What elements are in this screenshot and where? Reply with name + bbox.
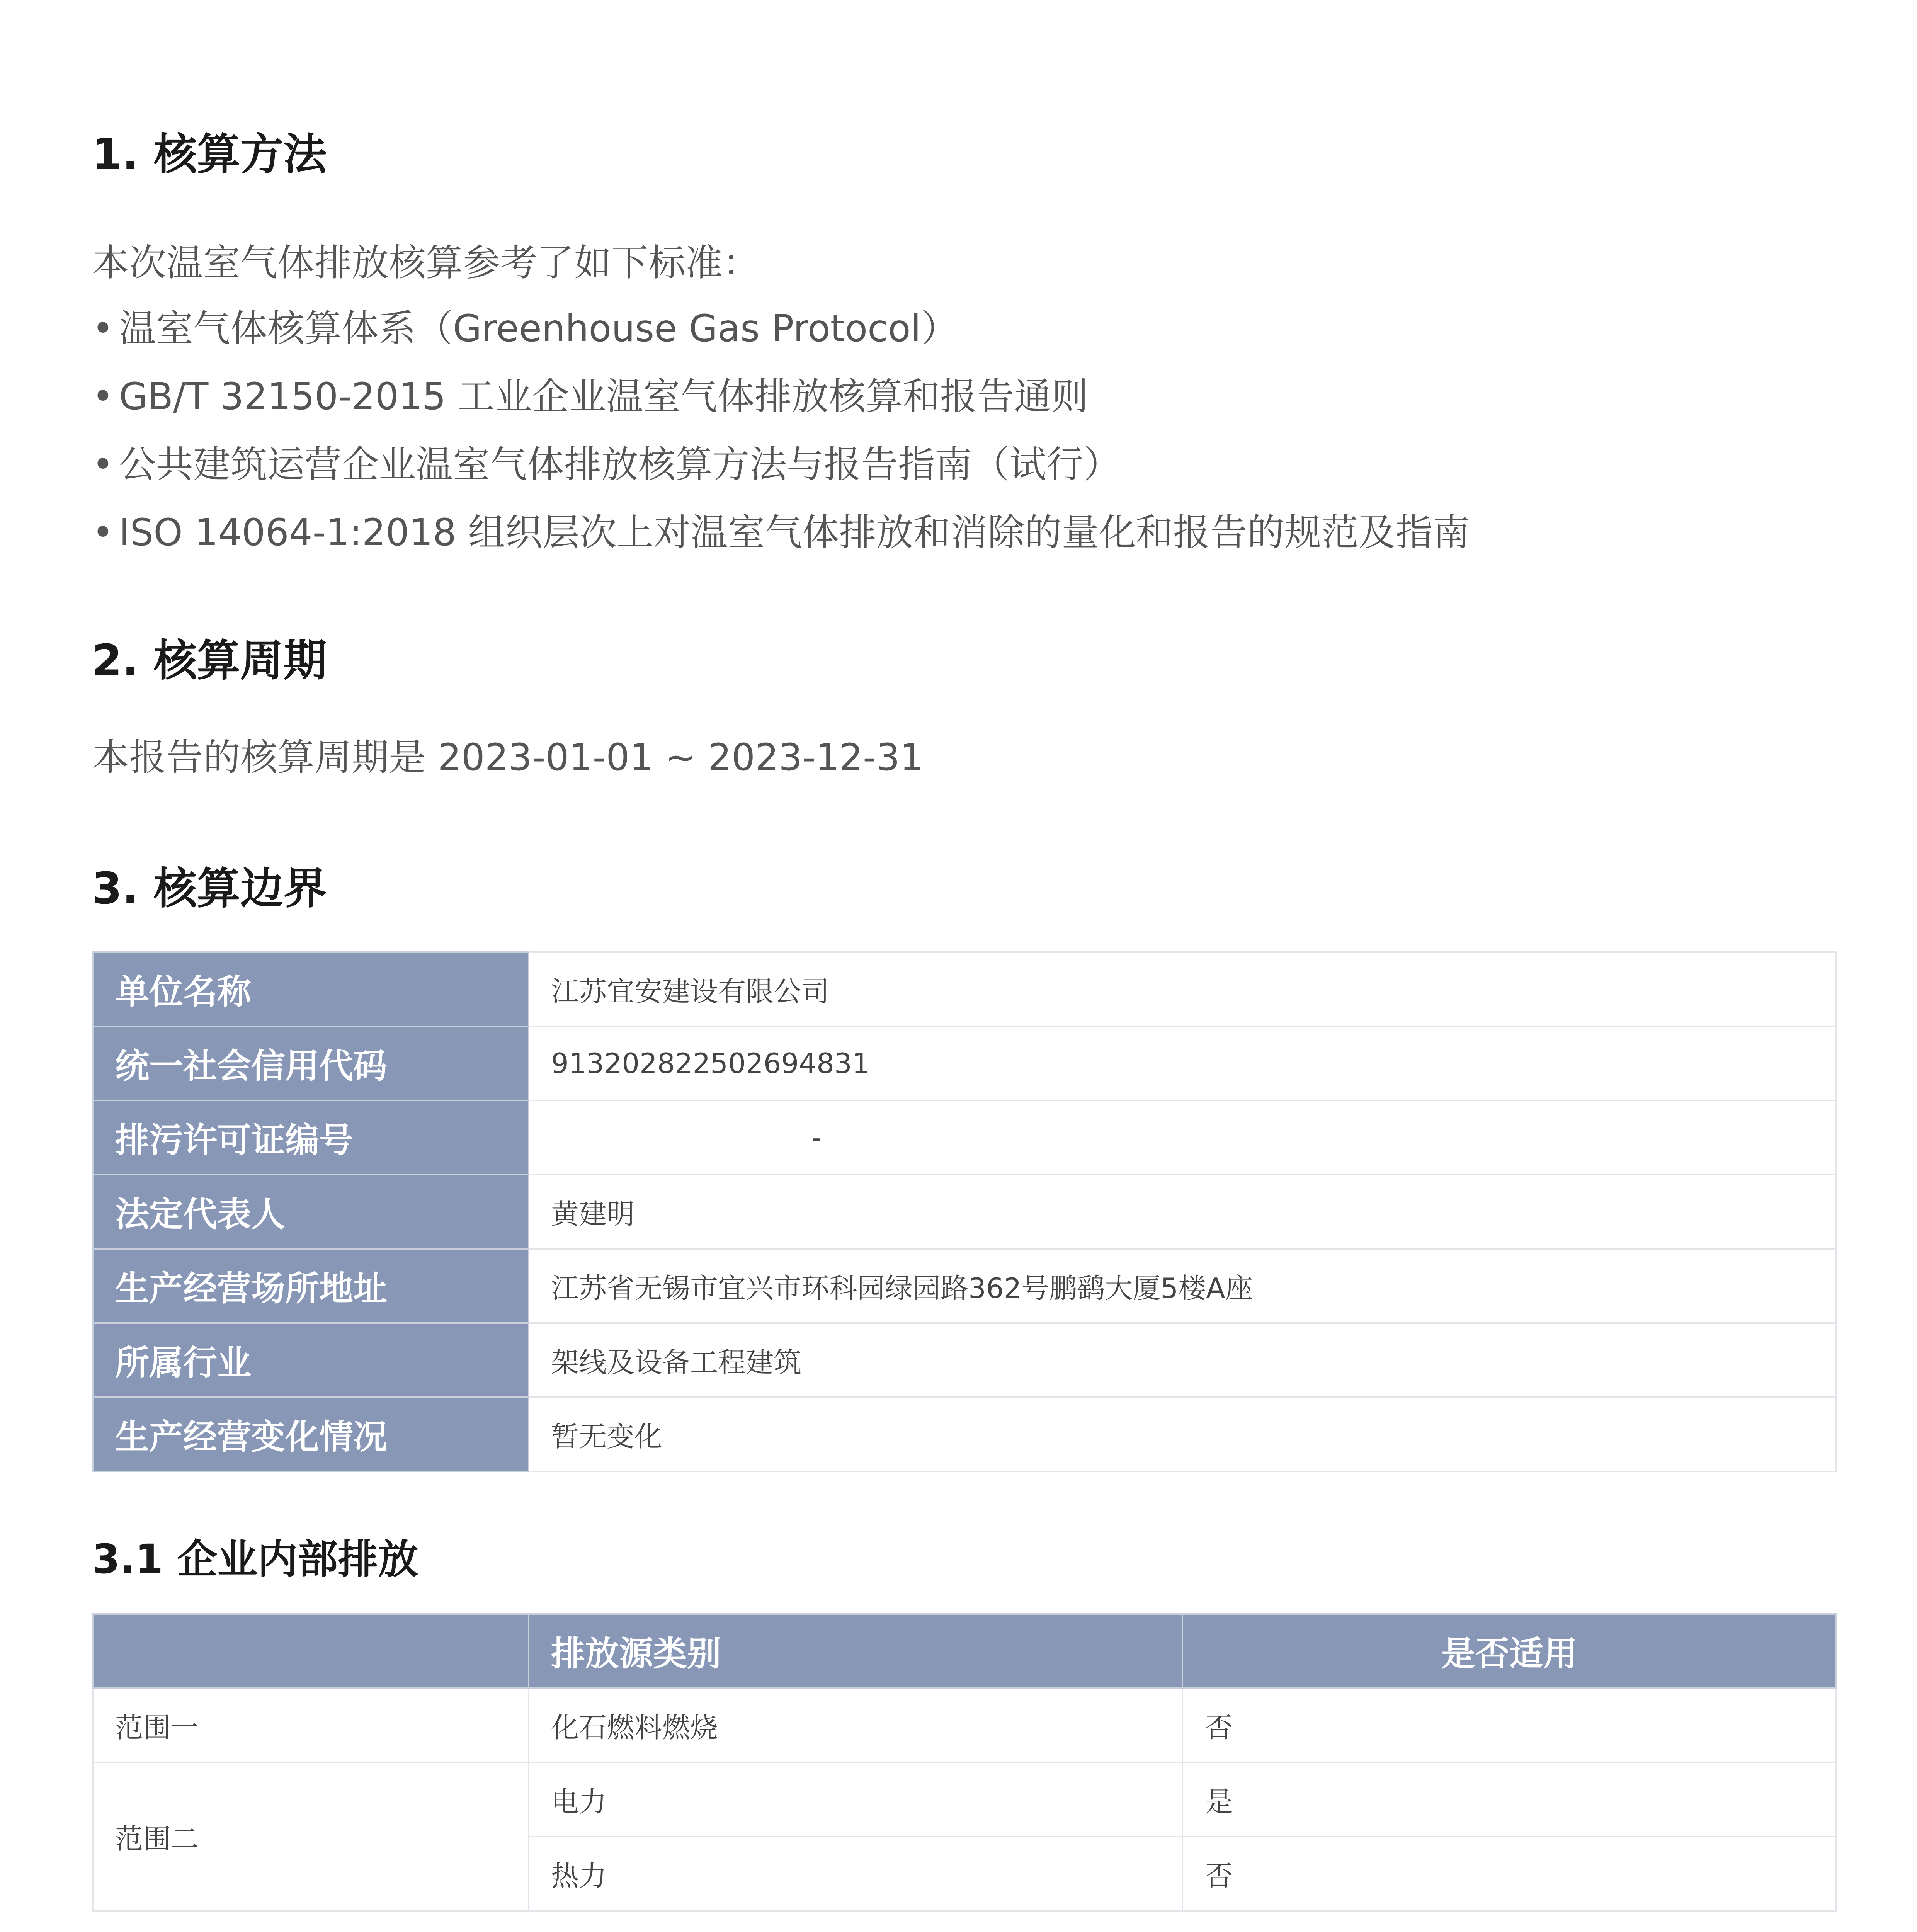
boundary-value: - (529, 1100, 1836, 1175)
standard-item: • GB/T 32150-2015 工业企业温室气体排放核算和报告通则 (92, 362, 1470, 430)
applicable-value: 否 (1182, 1837, 1836, 1911)
boundary-label: 单位名称 (93, 952, 529, 1026)
boundary-label: 生产经营变化情况 (93, 1397, 529, 1471)
header-blank (93, 1614, 529, 1688)
standards-list (92, 294, 1470, 566)
section-3-title: 3. 核算边界 (92, 864, 327, 914)
table-row (93, 1688, 1836, 1762)
boundary-label: 统一社会信用代码 (93, 1026, 529, 1100)
section-1-title: 1. 核算方法 (92, 129, 327, 180)
boundary-value: 江苏省无锡市宜兴市环科园绿园路362号鹏鹞大厦5楼A座 (529, 1249, 1836, 1323)
boundary-row (93, 1323, 1836, 1397)
source-type: 化石燃料燃烧 (529, 1688, 1182, 1762)
header-source-type: 排放源类别 (529, 1614, 1182, 1688)
internal-emission-table (92, 1613, 1837, 1912)
source-type: 热力 (529, 1837, 1182, 1911)
header-applicable: 是否适用 (1182, 1614, 1836, 1688)
boundary-value: 架线及设备工程建筑 (529, 1323, 1836, 1397)
scope-name: 范围一 (93, 1688, 529, 1762)
scope-name: 范围二 (93, 1762, 529, 1911)
applicable-value: 否 (1182, 1688, 1836, 1762)
boundary-row (93, 1175, 1836, 1249)
applicable-value: 是 (1182, 1762, 1836, 1837)
boundary-table (92, 951, 1837, 1472)
standard-item: • ISO 14064-1:2018 组织层次上对温室气体排放和消除的量化和报告的规范及指南 (92, 498, 1470, 566)
standard-item: • 温室气体核算体系（Greenhouse Gas Protocol） (92, 294, 1470, 362)
boundary-value: 江苏宜安建设有限公司 (529, 952, 1836, 1026)
boundary-row (93, 1249, 1836, 1323)
section-1-intro: 本次温室气体排放核算参考了如下标准： (92, 241, 760, 284)
boundary-label: 法定代表人 (93, 1175, 529, 1249)
standard-item: • 公共建筑运营企业温室气体排放核算方法与报告指南（试行） (92, 430, 1470, 498)
table-header-row (93, 1614, 1836, 1688)
boundary-value: 913202822502694831 (529, 1026, 1836, 1100)
section-3-1-title: 3.1 企业内部排放 (92, 1536, 418, 1583)
source-type: 电力 (529, 1762, 1182, 1837)
boundary-row (93, 1026, 1836, 1100)
table-row (93, 1762, 1836, 1837)
boundary-row (93, 1100, 1836, 1175)
boundary-value: 暂无变化 (529, 1397, 1836, 1471)
section-2-title: 2. 核算周期 (92, 636, 327, 686)
boundary-row (93, 952, 1836, 1026)
boundary-label: 排污许可证编号 (93, 1100, 529, 1175)
boundary-label: 生产经营场所地址 (93, 1249, 529, 1323)
boundary-row (93, 1397, 1836, 1471)
boundary-value: 黄建明 (529, 1175, 1836, 1249)
boundary-label: 所属行业 (93, 1323, 529, 1397)
accounting-period-text: 本报告的核算周期是 2023-01-01 ~ 2023-12-31 (92, 736, 924, 779)
